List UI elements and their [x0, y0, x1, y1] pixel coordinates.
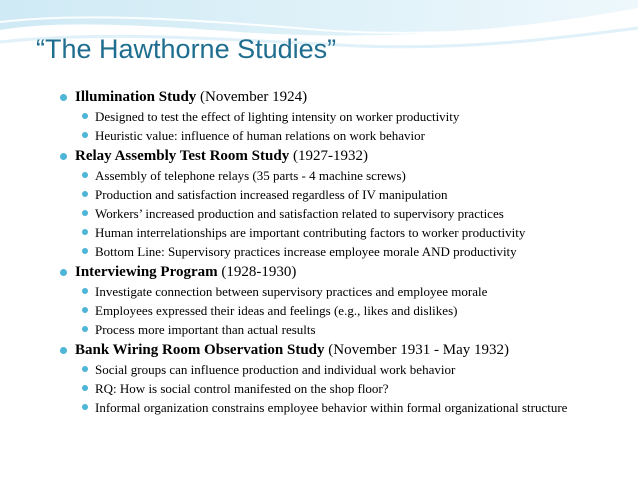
slide-content [60, 88, 630, 419]
list-item [60, 244, 630, 259]
bullet-dot-icon [82, 229, 88, 235]
bullet-dot-icon [60, 153, 67, 160]
section-sublist [60, 109, 630, 143]
list-item-text: RQ: How is social control manifested on the shop floor? [95, 381, 389, 396]
bullet-dot-icon [60, 347, 67, 354]
list-item-text: Heuristic value: influence of human relations on work behavior [95, 128, 425, 143]
bullet-dot-icon [60, 94, 67, 101]
list-item-text: Production and satisfaction increased regardless of IV manipulation [95, 187, 448, 202]
section-bank-wiring-study [60, 341, 630, 359]
bullet-dot-icon [82, 366, 88, 372]
section-dates: (1928-1930) [221, 264, 297, 280]
bullet-dot-icon [82, 191, 88, 197]
section-dates: (November 1931 - May 1932) [328, 342, 510, 358]
list-item [60, 284, 630, 299]
bullet-dot-icon [82, 132, 88, 138]
bullet-dot-icon [82, 288, 88, 294]
section-sublist [60, 168, 630, 259]
list-item [60, 109, 630, 124]
section-interviewing-program [60, 263, 630, 281]
list-item [60, 168, 630, 183]
section-sublist [60, 362, 630, 415]
list-item-text: Informal organization constrains employee behavior within formal organizational structure [95, 400, 568, 415]
list-item-text: Investigate connection between supervisory practices and employee morale [95, 284, 488, 299]
bullet-dot-icon [82, 210, 88, 216]
list-item [60, 225, 630, 240]
list-item [60, 128, 630, 143]
section-heading: Illumination Study [75, 89, 197, 105]
list-item-text: Workers’ increased production and satisfaction related to supervisory practices [95, 206, 504, 221]
bullet-dot-icon [82, 172, 88, 178]
list-item-text: Social groups can influence production and individual work behavior [95, 362, 456, 377]
bullet-dot-icon [82, 307, 88, 313]
list-item [60, 303, 630, 318]
bullet-dot-icon [82, 385, 88, 391]
bullet-dot-icon [82, 248, 88, 254]
list-item-text: Bottom Line: Supervisory practices increase employee morale AND productivity [95, 244, 517, 259]
section-dates: (November 1924) [200, 89, 308, 105]
bullet-dot-icon [82, 404, 88, 410]
list-item-text: Designed to test the effect of lighting intensity on worker productivity [95, 109, 460, 124]
section-illumination-study [60, 88, 630, 106]
slide-title: “The Hawthorne Studies” [36, 34, 337, 64]
bullet-dot-icon [60, 269, 67, 276]
section-sublist [60, 284, 630, 337]
list-item [60, 322, 630, 337]
list-item-text: Process more important than actual results [95, 322, 316, 337]
bullet-dot-icon [82, 113, 88, 119]
section-heading: Interviewing Program [75, 264, 218, 280]
list-item-text: Employees expressed their ideas and feelings (e.g., likes and dislikes) [95, 303, 458, 318]
section-relay-assembly-study [60, 147, 630, 165]
section-dates: (1927-1932) [292, 148, 368, 164]
list-item [60, 206, 630, 221]
section-heading: Bank Wiring Room Observation Study [75, 342, 325, 358]
list-item-text: Assembly of telephone relays (35 parts - 4 machine screws) [95, 168, 406, 183]
list-item-text: Human interrelationships are important contributing factors to worker productivity [95, 225, 526, 240]
list-item [60, 187, 630, 202]
list-item [60, 381, 630, 396]
list-item [60, 400, 630, 415]
bullet-dot-icon [82, 326, 88, 332]
list-item [60, 362, 630, 377]
section-heading: Relay Assembly Test Room Study [75, 148, 290, 164]
